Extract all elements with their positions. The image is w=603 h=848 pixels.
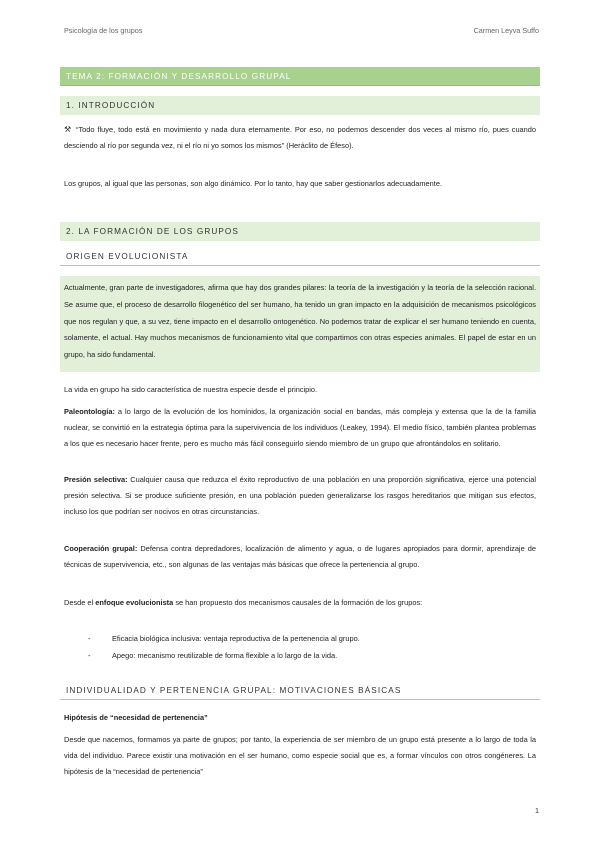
paleontologia-paragraph — [64, 404, 536, 452]
cooperacion-term: Cooperación grupal: — [64, 544, 138, 553]
cooperacion-text: Defensa contra depredadores, localización de alimento y agua, o de lugares apropiados para dormir, aprendizaje de técnicas de supervivencia, etc., son algunas de las ventajas más básicas que ofrece la pertenencia al grupo. — [64, 544, 536, 569]
list-item-text: Eficacia biológica inclusiva: ventaja reproductiva de la pertenencia al grupo. — [112, 634, 360, 643]
presion-text: Cualquier causa que reduzca el éxito reproductivo de una población en una proporción significativa, ejerce una potencial presión selectiva. Si se produce suficiente presión, en una población pueden generalizarse los rasgos hereditarios que mitigan sus efectos, incluso los que podrían ser nocivos en otras circunstancias. — [64, 475, 537, 516]
paleontologia-term: Paleontología: — [64, 407, 115, 416]
intro-heading: 1. INTRODUCCIÓN — [60, 96, 540, 115]
shaded-summary: Actualmente, gran parte de investigadores, afirma que hay dos grandes pilares: la teoría de la investigación y la teoría de la selección racional. Se asume que, el proceso de desarrollo filogenético del ser humano, ha tenido un gran impacto en la adquisición de mecanismos psicológicos que nos regulan y que, a su vez, tiene impacto en el desarrollo ontogenético. No podemos tratar de explicar el ser humano teniendo en cuenta, solamente, el actual. Hay muchos mecanismos de funcionamiento vital que compartimos con otras especies animales. El papel de estar en un grupo, ha sido fundamental. — [60, 276, 540, 372]
tema-heading: TEMA 2: FORMACIÓN Y DESARROLLO GRUPAL — [60, 67, 540, 86]
vida-paragraph: La vida en grupo ha sido característica de nuestra especie desde el principio. — [64, 385, 318, 394]
intro-quote — [64, 122, 536, 154]
enfoque-post: se han propuesto dos mecanismos causales de la formación de los grupos: — [173, 598, 423, 607]
presion-paragraph — [64, 472, 536, 520]
enfoque-pre: Desde el — [64, 598, 96, 607]
presion-term: Presión selectiva: — [64, 475, 128, 484]
hipotesis-title: Hipótesis de “necesidad de pertenencia” — [64, 713, 208, 722]
header-course-title: Psicología de los grupos — [64, 26, 143, 35]
list-item: - Apego: mecanismo reutilizable de forma flexible a lo largo de la vida. — [88, 651, 338, 660]
individualidad-subheading: INDIVIDUALIDAD Y PERTENENCIA GRUPAL: MOTIVACIONES BÁSICAS — [60, 682, 540, 700]
section2-heading: 2. LA FORMACIÓN DE LOS GRUPOS — [60, 222, 540, 241]
enfoque-term: enfoque evolucionista — [95, 598, 174, 607]
page-number: 1 — [535, 806, 539, 815]
list-item: - Eficacia biológica inclusiva: ventaja reproductiva de la pertenencia al grupo. — [88, 634, 360, 643]
paleontologia-text: a lo largo de la evolución de los homínidos, la organización social en bandas, más compleja y extensa que la de la familia nuclear, se convirtió en la estrategia óptima para la supervivencia de los individuos (Leakey, 1994). El medio físico, también plantea problemas a los que es necesario hacer frente, pero es mucho más fácil conseguirlo siendo miembro de un grupo que afrontándolos en solitario. — [64, 407, 536, 448]
hipotesis-paragraph: Desde que nacemos, formamos ya parte de grupos; por tanto, la experiencia de ser miembro de un grupo está presente a lo largo de toda la vida del individuo. Parece existir una motivación en el ser humano, como especie social que es, a formar vínculos con otros congéneres. La hipótesis de la “necesidad de pertenencia” — [64, 735, 536, 776]
cooperacion-paragraph — [64, 541, 536, 573]
header-author: Carmen Leyva Suffo — [473, 26, 539, 35]
quote-text: “Todo fluye, todo está en movimiento y nada dura eternamente. Por eso, no podemos descender dos veces al mismo río, pues cuando desciendo al río por segunda vez, ni el río ni yo somos los mismos” (Heráclito de Éfeso). — [64, 125, 536, 150]
origen-subheading: ORIGEN EVOLUCIONISTA — [60, 248, 540, 266]
intro-paragraph: Los grupos, al igual que las personas, son algo dinámico. Por lo tanto, hay que saber gestionarlos adecuadamente. — [64, 179, 442, 188]
gavel-icon: ⚒ — [64, 125, 72, 134]
enfoque-paragraph — [64, 595, 536, 611]
list-item-text: Apego: mecanismo reutilizable de forma flexible a lo largo de la vida. — [112, 651, 338, 660]
